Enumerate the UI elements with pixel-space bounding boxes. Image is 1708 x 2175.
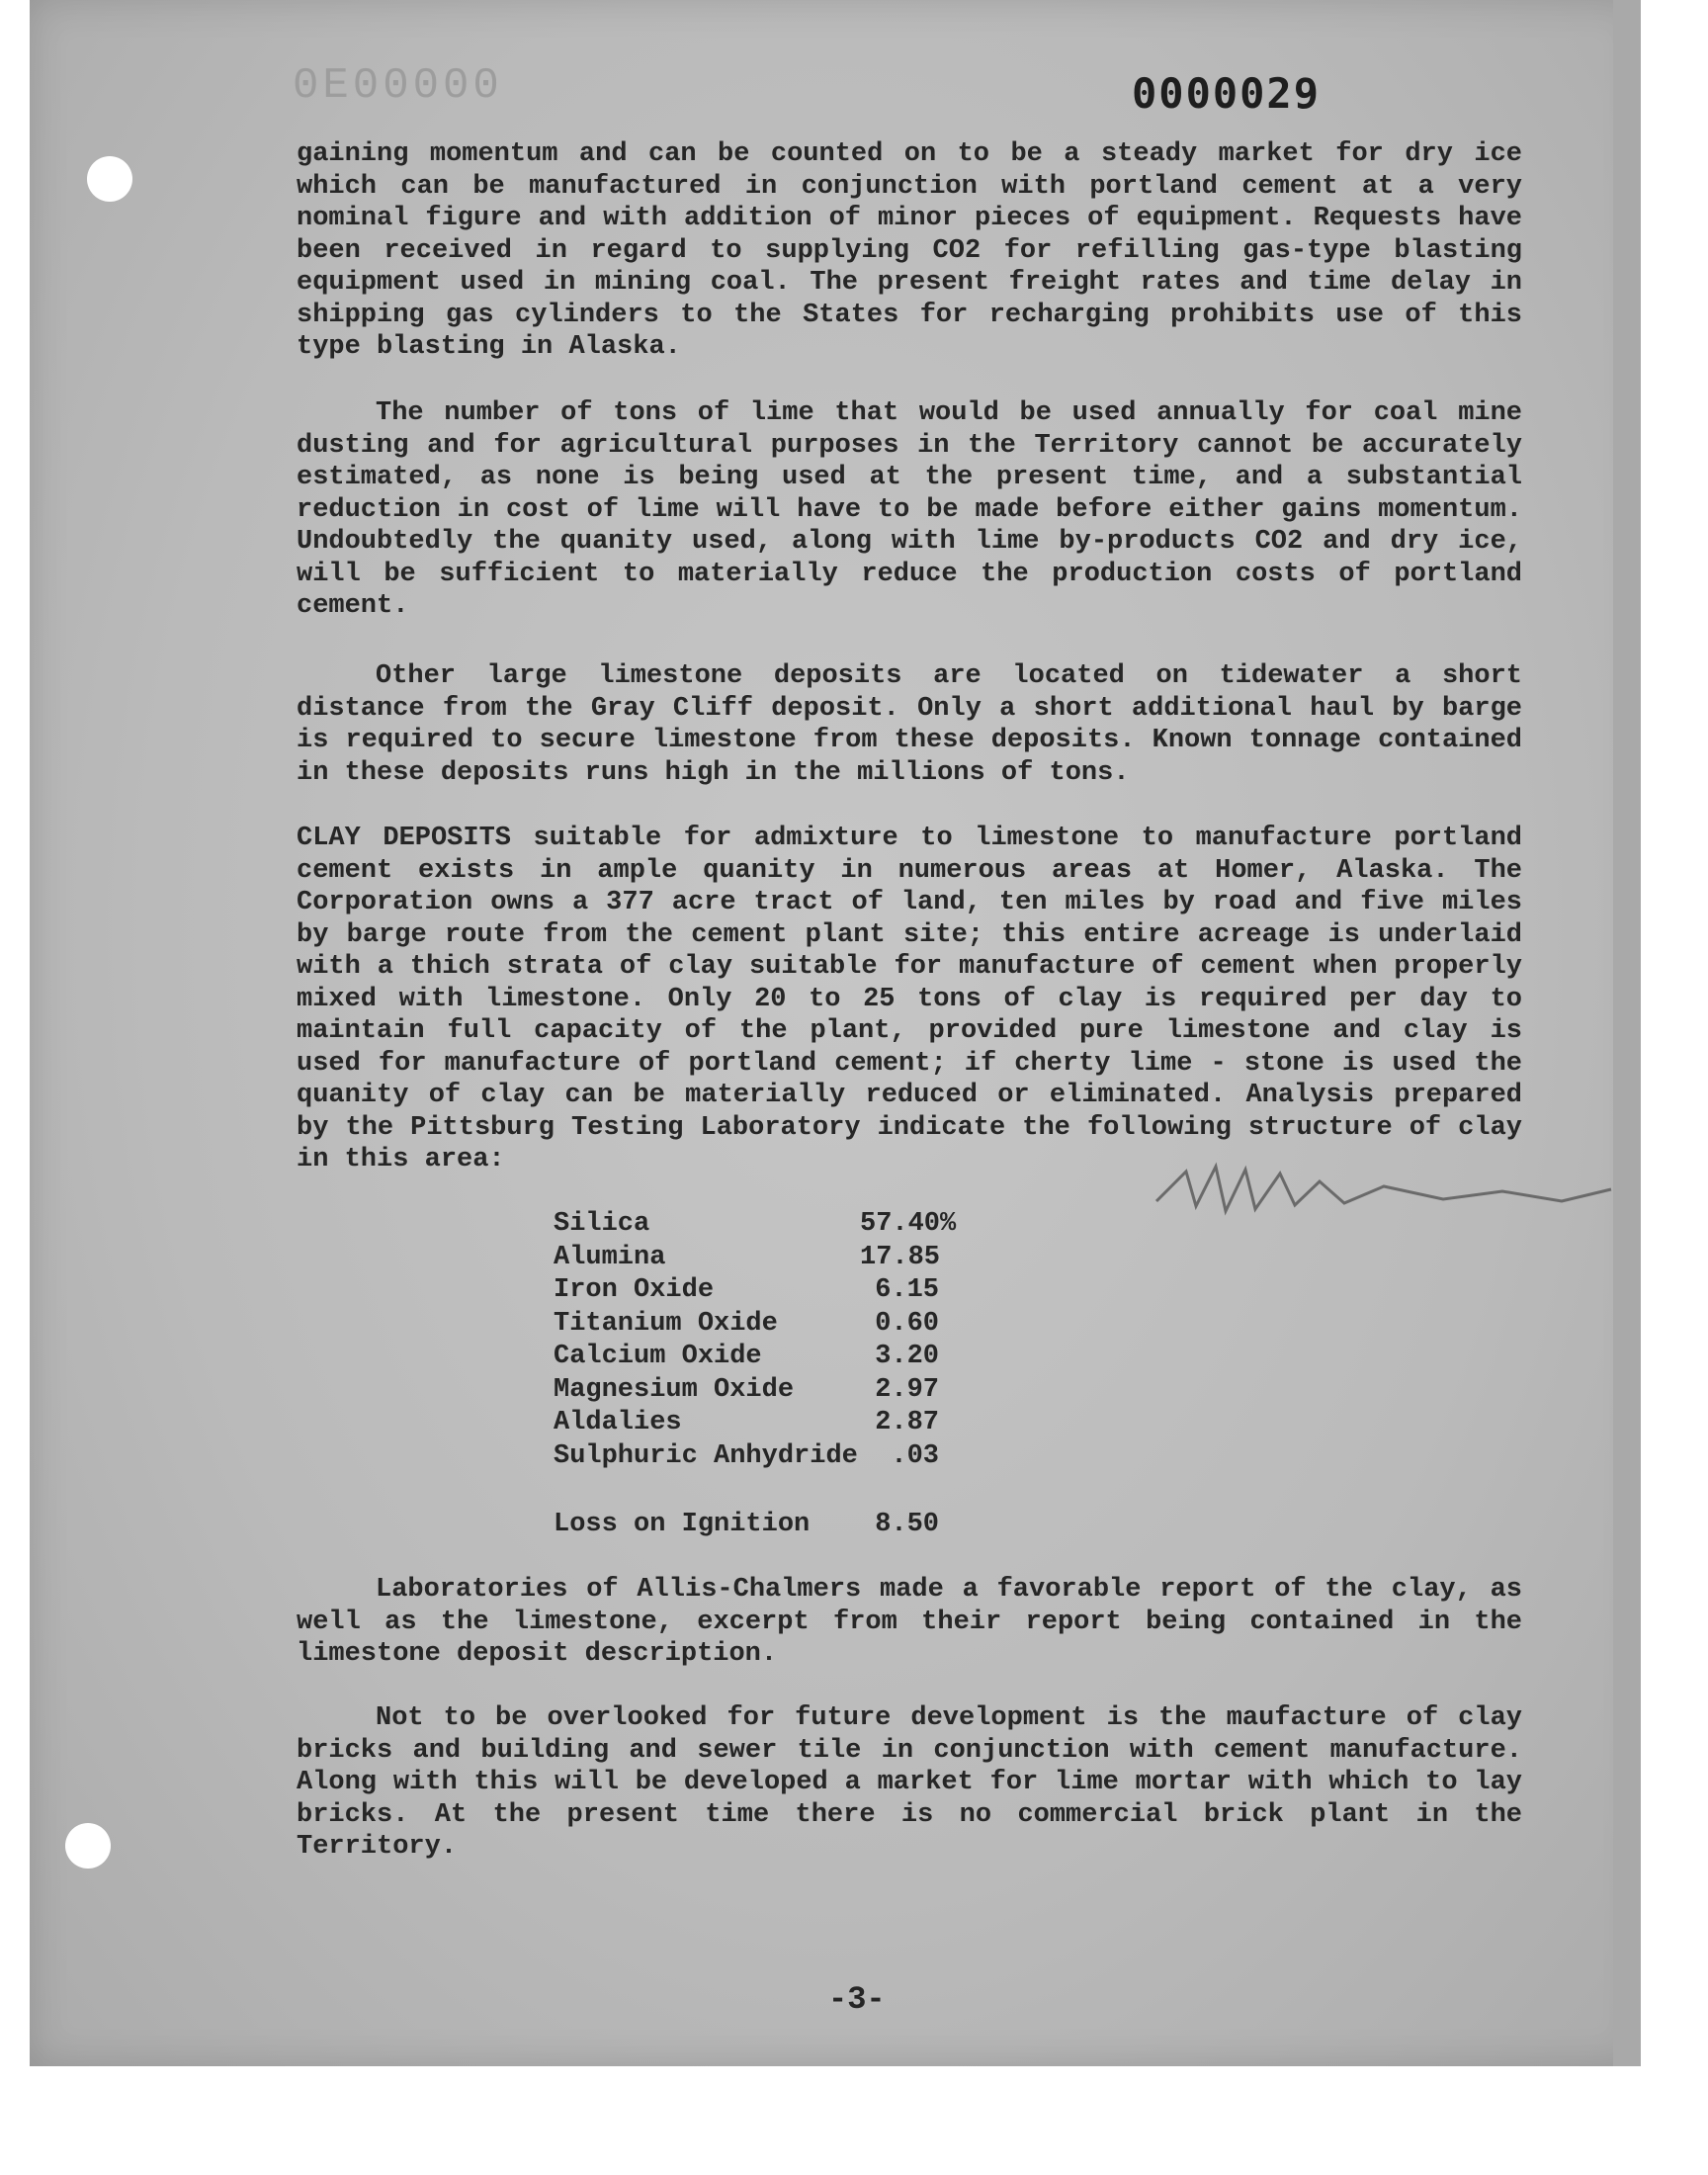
component-value: .03 xyxy=(891,1440,939,1471)
paragraph-other-deposits: Other large limestone deposits are located on tidewater a short distance from the Gray Cliff deposit. Only a short additional haul by barge is required to secure limestone from these deposits. Known tonnage contained in these deposits runs high in the millions of tons. xyxy=(297,661,1522,788)
analysis-row xyxy=(554,1242,939,1275)
component-name: Calcium Oxide xyxy=(554,1342,762,1371)
binder-hole-top xyxy=(87,156,132,202)
paragraph-future-development: Not to be overlooked for future development is the maufacture of clay bricks and building and sewer tile in conjunction with cement manufacture. Along with this will be developed a market for lime mortar with which to lay bricks. At the present time there is no commercial brick plant in the Territory. xyxy=(297,1703,1522,1862)
scan-edge xyxy=(1613,0,1641,2066)
paragraph-allis-chalmers: Laboratories of Allis-Chalmers made a favorable report of the clay, as well as the limestone, excerpt from their report being contained in the limestone deposit description. xyxy=(297,1575,1522,1669)
component-name: Aldalies xyxy=(554,1408,682,1437)
component-value: 3.20 xyxy=(875,1342,939,1371)
paragraph-clay-deposits: CLAY DEPOSITS suitable for admixture to limestone to manufacture portland cement exists in ample quanity in numerous areas at Homer, Alaska. The Corporation owns a 377 acre tract of land, ten miles by road and five miles by barge route from the cement plant site; this entire acreage is underlaid with a thich strata of clay suitable for manufacture of cement when properly mixed with limestone. Only 20 to 25 tons of clay is required per day to maintain full capacity of the plant, provided pure limestone and clay is used for manufacture of portland cement; if cherty lime - stone is used the quanity of clay can be materially reduced or eliminated. Analysis prepared by the Pittsburg Testing Laboratory indicate the following structure of clay in this area: xyxy=(297,824,1522,1174)
component-value: 6.15 xyxy=(875,1275,939,1305)
component-name: Loss on Ignition xyxy=(554,1510,811,1539)
component-value: 57.40% xyxy=(860,1209,957,1239)
component-name: Silica xyxy=(554,1209,650,1239)
component-name: Sulphuric Anhydride xyxy=(554,1440,858,1471)
component-name: Alumina xyxy=(554,1242,666,1272)
component-name: Magnesium Oxide xyxy=(554,1374,795,1405)
component-value: 17.85 xyxy=(860,1242,941,1272)
component-name: Iron Oxide xyxy=(554,1275,715,1305)
analysis-row xyxy=(554,1341,939,1374)
analysis-row xyxy=(554,1274,939,1308)
page-number: -3- xyxy=(828,1981,886,2018)
paragraph-lime-usage: The number of tons of lime that would be used annually for coal mine dusting and for agricultural purposes in the Territory cannot be accurately estimated, as none is being used at the present time, and a substantial reduction in cost of lime will have to be made before either gains momentum. Undoubtedly the quanity used, along with lime by-products CO2 and dry ice, will be sufficient to materially reduce the production costs of portland cement. xyxy=(297,398,1522,621)
analysis-row xyxy=(554,1374,939,1408)
analysis-row xyxy=(554,1308,939,1342)
analysis-row xyxy=(554,1208,957,1242)
paragraph-dry-ice: gaining momentum and can be counted on to be a steady market for dry ice which can be manufactured in conjunction with portland cement at a very nominal figure and with addition of minor pieces of equipment. Requests have been received in regard to supplying CO2 for refilling gas-type blasting equipment used in mining coal. The present freight rates and time delay in shipping gas cylinders to the States for recharging prohibits use of this type blasting in Alaska. xyxy=(297,139,1522,362)
analysis-row xyxy=(554,1440,939,1474)
analysis-row xyxy=(554,1407,939,1440)
clay-analysis-table xyxy=(554,1208,957,1542)
component-value: 2.87 xyxy=(875,1408,939,1437)
pencil-scribble xyxy=(1147,1162,1621,1221)
faint-stamp-number: 0E00000 xyxy=(293,61,503,111)
component-name: Titanium Oxide xyxy=(554,1308,778,1339)
component-value: 2.97 xyxy=(875,1374,939,1405)
component-value: 0.60 xyxy=(875,1308,939,1339)
component-value: 8.50 xyxy=(875,1510,939,1539)
document-number: 0000029 xyxy=(1132,69,1322,118)
binder-hole-bottom xyxy=(65,1823,111,1869)
analysis-row-loss xyxy=(554,1509,939,1542)
